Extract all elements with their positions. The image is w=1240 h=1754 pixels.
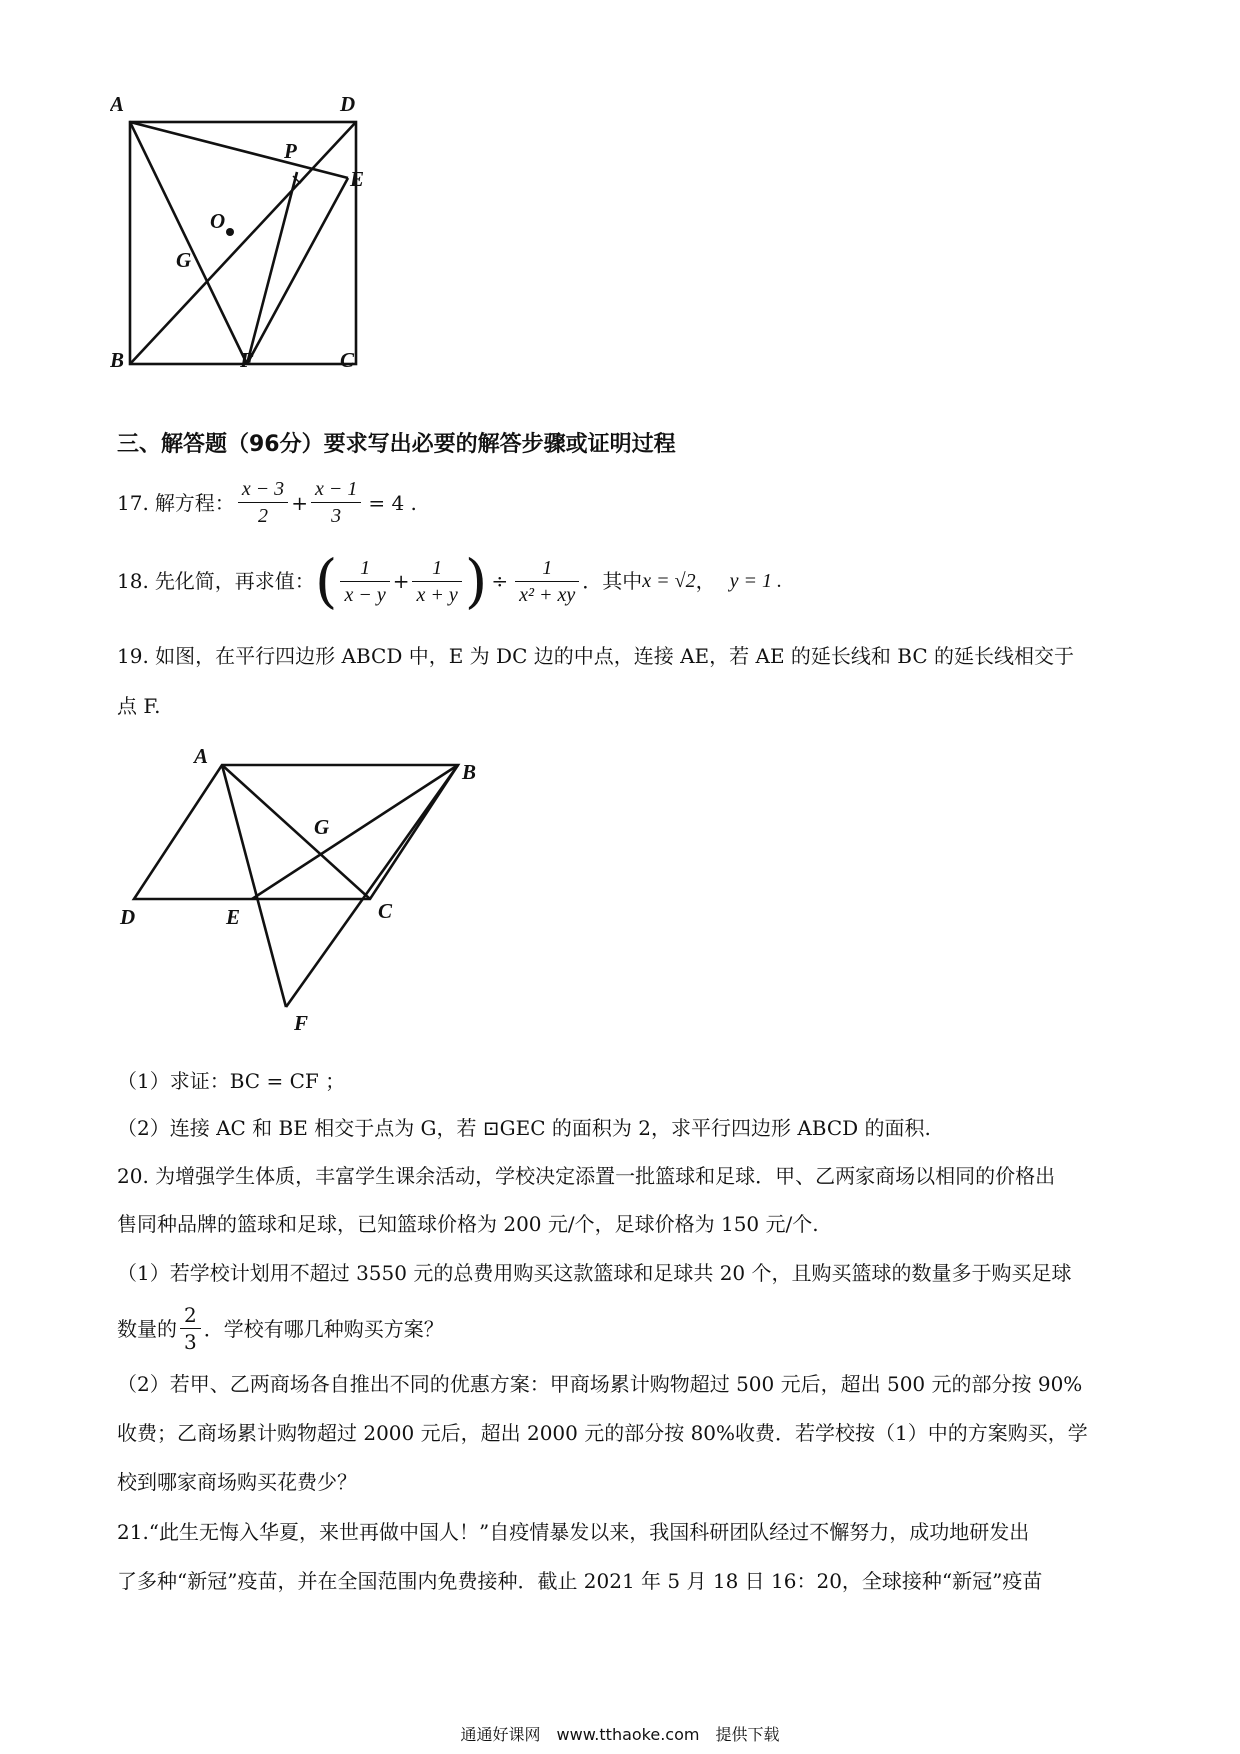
q20-p1-post: ．学校有哪几种购买方案？ (203, 1316, 444, 1341)
q20-part-1-line-2 (117, 1302, 444, 1355)
q18-y-value: y = 1 . (729, 570, 782, 592)
q18-fraction-a: $\frac{1}{x - y}$ (340, 555, 389, 608)
q19-line-2: 点 F. (117, 694, 161, 718)
q19-part-2: （2）连接 AC 和 BE 相交于点为 G，若 ⊡GEC 的面积为 2，求平行四边形 ABCD 的面积. (117, 1116, 931, 1140)
q20-line-1: 20. 为增强学生体质，丰富学生课余活动，学校决定添置一批篮球和足球．甲、乙两家商场以相同的价格出 (117, 1164, 1056, 1188)
diagonal-ac (222, 765, 370, 899)
q19-part-1: （1）求证：BC = CF ； (117, 1069, 346, 1093)
q18-divide: ÷ (491, 569, 509, 593)
q18-right-paren: ) (464, 547, 488, 615)
q18-left-paren: ( (314, 547, 338, 615)
q20-part-2-line-2: 收费；乙商场累计购物超过 2000 元后，超出 2000 元的部分按 80%收费．若学校按（1）中的方案购买，学 (117, 1421, 1088, 1445)
q18-comma: ， (695, 569, 716, 593)
q17-rhs: = 4 . (368, 490, 417, 515)
label-d: D (340, 95, 356, 116)
q18-fraction-c: $\frac{1}{\text{x² + xy}}$ (515, 555, 579, 608)
diagonal-bd (130, 122, 356, 364)
q20-p1-pre: 数量的 (117, 1316, 177, 1341)
q18-fraction-b: $\frac{1}{x + y}$ (412, 555, 461, 608)
label-a: A (194, 745, 209, 768)
segment-eb (252, 765, 458, 899)
q17-fraction-2: $\frac{x - 1}{3}$ (311, 476, 361, 529)
q17-text: 解方程： (154, 490, 235, 515)
q19-line-1: 19. 如图，在平行四边形 ABCD 中，E 为 DC 边的中点，连接 AE，若 AE 的延长线和 BC 的延长线相交于 (117, 644, 1074, 668)
label-d: D (120, 905, 136, 929)
q20-part-1-line-1: （1）若学校计划用不超过 3550 元的总费用购买这款篮球和足球共 20 个，且购买篮球的数量多于购买足球 (117, 1261, 1072, 1285)
q17-plus: + (291, 490, 308, 515)
label-b: B (462, 760, 477, 784)
label-c: C (378, 899, 393, 923)
q20-part-2-line-1: （2）若甲、乙两商场各自推出不同的优惠方案：甲商场累计购物超过 500 元后，超出 500 元的部分按 90% (117, 1372, 1083, 1396)
segment-fp (247, 172, 297, 364)
label-e: E (350, 167, 365, 191)
label-o: O (210, 209, 226, 233)
label-e: E (226, 905, 241, 929)
label-p: P (284, 139, 297, 163)
section-title: 三、解答题（96分）要求写出必要的解答步骤或证明过程 (117, 432, 676, 457)
question-17 (117, 476, 417, 529)
q21-line-1: 21.“此生无悔入华夏，来世再做中国人！”自疫情暴发以来，我国科研团队经过不懈努力，成功地研发出 (117, 1520, 1030, 1544)
q18-plus: + (392, 569, 410, 593)
label-f: F (240, 348, 255, 372)
segment-fe (247, 178, 348, 364)
label-a: A (110, 95, 125, 116)
label-g: G (176, 248, 192, 272)
segment-fb (286, 765, 458, 1007)
figure-parallelogram-abcd (110, 745, 490, 1035)
q20-line-2: 售同种品牌的篮球和足球，已知篮球价格为 200 元/个，足球价格为 150 元/个. (117, 1212, 819, 1236)
label-c: C (340, 348, 355, 372)
page-footer: 通通好课网 www.tthaoke.com 提供下载 (460, 1725, 780, 1744)
point-o (226, 228, 234, 236)
q20-part-2-line-3: 校到哪家商场购买花费少？ (117, 1470, 357, 1494)
q18-x-value: x = √2 (642, 570, 696, 592)
segment-af (130, 122, 247, 364)
label-g: G (314, 815, 330, 839)
q18-tail: ．其中 (582, 569, 643, 593)
segment-af (222, 765, 286, 1007)
figure-square-abcd (110, 95, 410, 415)
segment-ae (130, 122, 348, 178)
q18-text: 先化简，再求值： (154, 569, 315, 593)
q21-line-2: 了多种“新冠”疫苗，并在全国范围内免费接种．截止 2021 年 5 月 18 日 16：20，全球接种“新冠”疫苗 (117, 1569, 1043, 1593)
q18-number: 18. (117, 569, 149, 593)
q17-number: 17. (117, 490, 149, 515)
q20-p1-fraction: $\frac{2}{3}$ (180, 1302, 201, 1355)
label-f: F (294, 1011, 309, 1035)
label-b: B (110, 348, 125, 372)
q17-fraction-1: $\frac{x - 3}{2}$ (238, 476, 288, 529)
question-18 (117, 547, 782, 615)
